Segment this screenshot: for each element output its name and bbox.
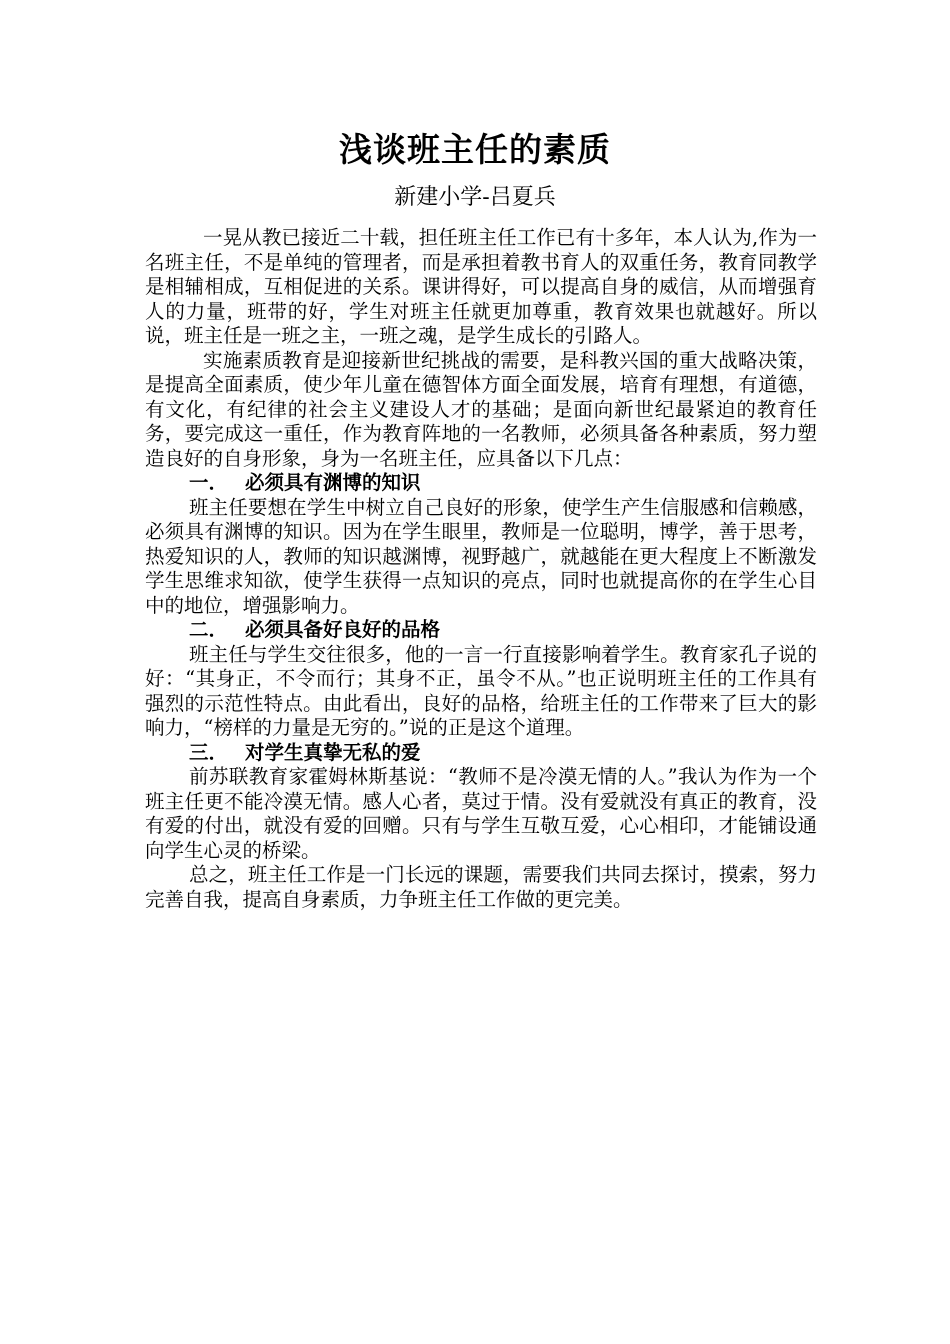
section-number-3: 三．: [189, 740, 229, 764]
document-body: [145, 226, 817, 912]
section-heading-text-1: 必须具有渊博的知识: [245, 471, 421, 494]
conclusion-paragraph: 总之，班主任工作是一门长远的课题，需要我们共同去探讨，摸索，努力完善自我，提高自身素质，力争班主任工作做的更完美。: [145, 863, 817, 911]
intro-paragraph-1: 一晃从教已接近二十载，担任班主任工作已有十多年，本人认为,作为一名班主任，不是单纯的管理者，而是承担着教书育人的双重任务，教育同教学是相辅相成，互相促进的关系。课讲得好，可以提高自身的威信，从而增强育人的力量，班带的好，学生对班主任就更加尊重，教育效果也就越好。所以说，班主任是一班之主，一班之魂，是学生成长的引路人。: [145, 226, 817, 347]
section-heading-text-2: 必须具备好良好的品格: [245, 618, 441, 641]
intro-paragraph-2: 实施素质教育是迎接新世纪挑战的需要，是科教兴国的重大战略决策，是提高全面素质，使少年儿童在德智体方面全面发展，培育有理想，有道德，有文化，有纪律的社会主义建设人才的基础；是面向新世纪最紧迫的教育任务，要完成这一重任，作为教育阵地的一名教师，必须具备各种素质，努力塑造良好的自身形象，身为一名班主任，应具备以下几点：: [145, 348, 817, 470]
section-paragraph-1: 班主任要想在学生中树立自己良好的形象，使学生产生信服感和信赖感，必须具有渊博的知识。因为在学生眼里，教师是一位聪明，博学，善于思考，热爱知识的人，教师的知识越渊博，视野越广，就越能在更大程度上不断激发学生思维求知欲，使学生获得一点知识的亮点，同时也就提高你的在学生心目中的地位，增强影响力。: [145, 495, 817, 617]
document-author: 新建小学-吕夏兵: [394, 185, 556, 210]
section-number-2: 二．: [189, 618, 229, 641]
section-heading-1: [145, 471, 817, 496]
section-number-1: 一．: [189, 471, 229, 494]
section-paragraph-3: 前苏联教育家霍姆林斯基说：“教师不是冷漠无情的人。”我认为作为一个班主任更不能冷漠无情。感人心者，莫过于情。没有爱就没有真正的教育，没有爱的付出，就没有爱的回赠。只有与学生互敬互爱，心心相印，才能铺设通向学生心灵的桥梁。: [145, 765, 817, 862]
section-paragraph-2: 班主任与学生交往很多，他的一言一行直接影响着学生。教育家孔子说的好：“其身正，不令而行；其身不正，虽令不从。”也正说明班主任的工作具有强烈的示范性特点。由此看出，良好的品格，给班主任的工作带来了巨大的影响力，“榜样的力量是无穷的。”说的正是这个道理。: [145, 642, 817, 739]
document-title: 浅谈班主任的素质: [339, 130, 611, 169]
section-heading-3: [145, 741, 817, 766]
section-heading-text-3: 对学生真挚无私的爱: [245, 740, 421, 764]
section-heading-2: [145, 618, 817, 643]
